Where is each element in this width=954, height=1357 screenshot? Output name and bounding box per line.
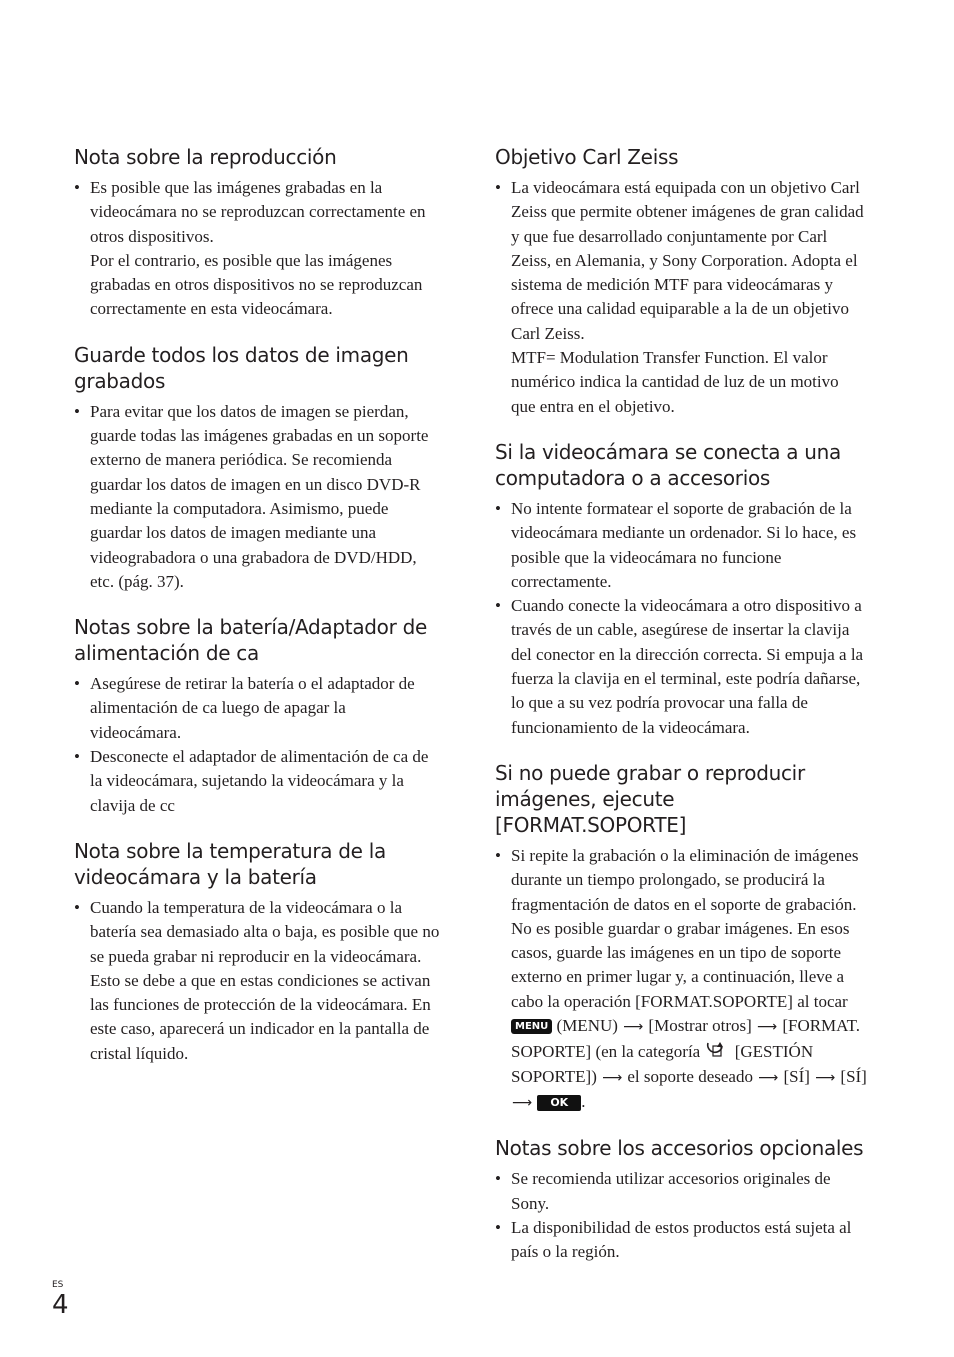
bullet-list bbox=[495, 176, 867, 419]
list-item: • Desconecte el adaptador de alimentación de ca de la videocámara, sujetando la videocámara y la clavija de cc bbox=[74, 745, 440, 818]
bullet-list bbox=[74, 176, 440, 322]
list-item: • Se recomienda utilizar accesorios originales de Sony. bbox=[495, 1167, 867, 1216]
list-item bbox=[74, 176, 440, 322]
left-column bbox=[74, 144, 440, 1086]
section-save-data bbox=[74, 342, 440, 594]
section-carl-zeiss bbox=[495, 144, 867, 419]
ok-button-icon: OK bbox=[537, 1095, 581, 1111]
section-heading: Notas sobre los accesorios opcionales bbox=[495, 1136, 864, 1161]
language-code: ES bbox=[52, 1280, 64, 1290]
section-heading: Nota sobre la temperatura de la videocámara y la batería bbox=[74, 838, 386, 889]
section-heading: Nota sobre la reproducción bbox=[74, 145, 337, 169]
section-temperature-note bbox=[74, 838, 440, 1066]
instruction-text: [SÍ] bbox=[783, 1066, 810, 1086]
paragraph: MTF= Modulation Transfer Function. El valor numérico indica la cantidad de luz de un motivo que entra en el objetivo. bbox=[511, 348, 839, 416]
page-number-block bbox=[52, 1280, 69, 1320]
media-management-icon bbox=[704, 1039, 730, 1061]
paragraph: • Es posible que las imágenes grabadas en la videocámara no se reproduzcan correctamente en otros dispositivos. bbox=[90, 178, 426, 246]
page-number: 4 bbox=[52, 1290, 69, 1320]
instruction-text: el soporte deseado bbox=[627, 1066, 753, 1086]
instruction-text: [GESTIÓN SOPORTE]) bbox=[511, 1042, 814, 1086]
right-column bbox=[495, 144, 867, 1284]
arrow-right-icon: ⟶ bbox=[623, 1019, 644, 1036]
section-heading: Si no puede grabar o reproducir imágenes, ejecute [FORMAT.SOPORTE] bbox=[495, 760, 805, 837]
bullet-list bbox=[74, 400, 440, 594]
list-item bbox=[495, 176, 867, 419]
list-item: • No intente formatear el soporte de grabación de la videocámara mediante un ordenador. Si lo hace, es posible que la videocámara no funcione correctamente. bbox=[495, 497, 867, 594]
bullet-list bbox=[74, 672, 440, 818]
list-item: • Cuando la temperatura de la videocámara o la batería sea demasiado alta o baja, es posible que no se pueda grabar ni reproducir en la videocámara. Esto se debe a que en estas condiciones se activan las funciones de protección de la videocámara. En este caso, aparecerá un indicador en la pantalla de cristal líquido. bbox=[74, 896, 440, 1066]
bullet-list bbox=[495, 497, 867, 740]
arrow-right-icon: ⟶ bbox=[758, 1069, 779, 1086]
list-item: • La disponibilidad de estos productos está sujeta al país o la región. bbox=[495, 1216, 867, 1265]
bullet-list bbox=[74, 896, 440, 1066]
section-heading: Objetivo Carl Zeiss bbox=[495, 145, 679, 169]
instruction-text: Si repite la grabación o la eliminación de imágenes durante un tiempo prolongado, se producirá la fragmentación de datos en el soporte de grabación. No es posible guardar o grabar imágenes. En esos casos, guarde las imágenes en un tipo de soporte externo en primer lugar y, a continuación, lleve a cabo la operación [FORMAT.SOPORTE] al tocar bbox=[511, 845, 859, 1011]
list-item bbox=[495, 844, 867, 1115]
section-heading: Guarde todos los datos de imagen grabados bbox=[74, 342, 409, 393]
bullet-list bbox=[495, 844, 867, 1115]
arrow-right-icon: ⟶ bbox=[815, 1069, 836, 1086]
section-playback-note bbox=[74, 144, 440, 322]
section-optional-accessories bbox=[495, 1135, 867, 1264]
section-heading: Notas sobre la batería/Adaptador de alimentación de ca bbox=[74, 615, 427, 666]
section-format-media bbox=[495, 760, 867, 1115]
section-heading: Si la videocámara se conecta a una computadora o a accesorios bbox=[495, 439, 842, 490]
section-computer-connection bbox=[495, 439, 867, 740]
list-item: • Para evitar que los datos de imagen se pierdan, guarde todas las imágenes grabadas en un soporte externo de manera periódica. Se recomienda guardar los datos de imagen en un disco DVD-R mediante la computadora. Asimismo, puede guardar los datos de imagen mediante una videograbadora o una grabadora de DVD/HDD, etc. (pág. 37). bbox=[74, 400, 440, 594]
instruction-text: [SÍ] bbox=[840, 1066, 867, 1086]
list-item: • Cuando conecte la videocámara a otro dispositivo a través de un cable, asegúrese de insertar la clavija del conector en la dirección correcta. Si empuja a la fuerza la clavija en el terminal, este podría dañarse, lo que a su vez podría provocar una falla de funcionamiento de la videocámara. bbox=[495, 594, 867, 740]
menu-button-icon: MENU bbox=[511, 1019, 552, 1034]
paragraph: • La videocámara está equipada con un objetivo Carl Zeiss que permite obtener imágenes de gran calidad y que fue desarrollado conjuntamente por Carl Zeiss, en Alemania, y Sony Corporation. Adopta el sistema de medición MTF para videocámaras y ofrece una calidad equiparable a la de un objetivo Carl Zeiss. bbox=[511, 178, 864, 343]
paragraph: Por el contrario, es posible que las imágenes grabadas en otros dispositivos no se reproduzcan correctamente en esta videocámara. bbox=[90, 250, 423, 319]
instruction-text: [Mostrar otros] bbox=[648, 1016, 752, 1036]
bullet-list bbox=[495, 1167, 867, 1264]
arrow-right-icon: ⟶ bbox=[602, 1069, 623, 1086]
period: . bbox=[581, 1091, 586, 1111]
section-battery-notes bbox=[74, 614, 440, 818]
arrow-right-icon: ⟶ bbox=[757, 1019, 778, 1036]
instruction-text: [FORMAT. SOPORTE] (en la categoría bbox=[511, 1016, 860, 1062]
list-item: • Asegúrese de retirar la batería o el adaptador de alimentación de ca luego de apagar la videocámara. bbox=[74, 672, 440, 745]
arrow-right-icon: ⟶ bbox=[511, 1094, 533, 1111]
instruction-text: (MENU) bbox=[556, 1016, 618, 1036]
